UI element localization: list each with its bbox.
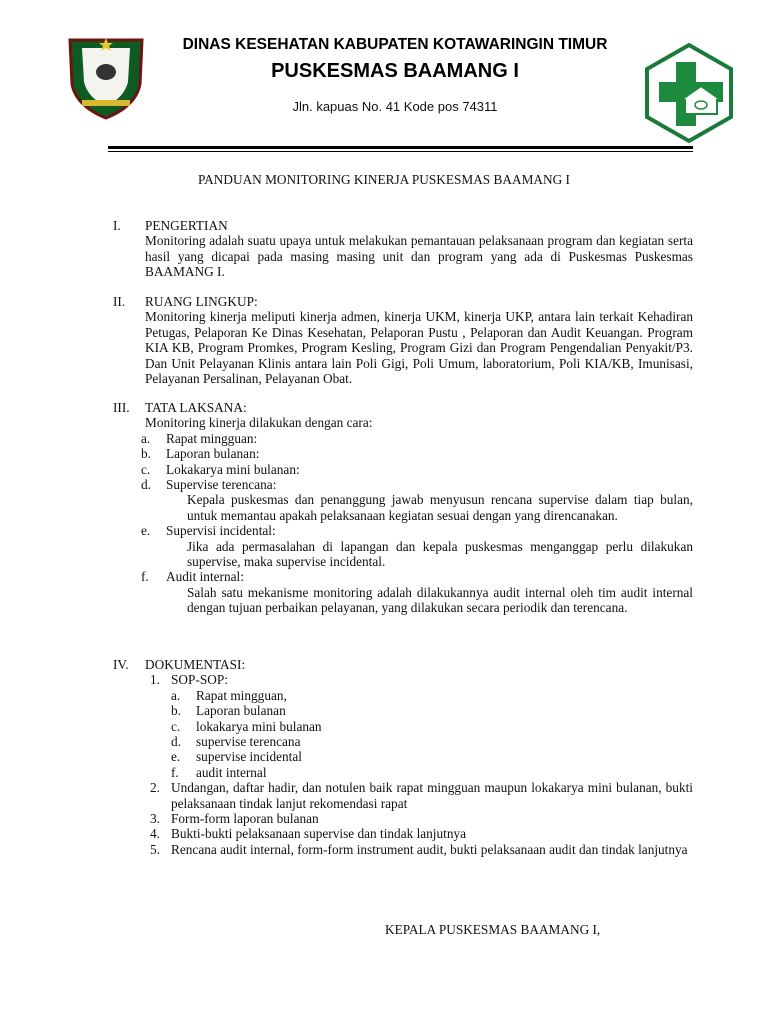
list-marker: c. <box>171 718 181 734</box>
list-item <box>113 446 693 461</box>
list-item <box>113 523 693 569</box>
list-item-title: Rapat mingguan: <box>166 430 258 446</box>
list-item <box>150 811 693 827</box>
agency-name: DINAS KESEHATAN KABUPATEN KOTAWARINGIN TIMUR <box>182 36 608 53</box>
list-item-text: SOP-SOP: <box>171 672 228 688</box>
section-intro: Monitoring kinerja dilakukan dengan cara: <box>145 415 373 431</box>
section-number: III. <box>113 400 130 415</box>
list-marker: f. <box>171 764 179 780</box>
list-item <box>150 841 693 857</box>
list-item-text: Form-form laporan bulanan <box>171 811 319 827</box>
sop-item-text: supervise incidental <box>196 749 302 765</box>
sop-item-text: Rapat mingguan, <box>196 687 287 703</box>
section-number: IV. <box>113 657 129 672</box>
list-item-text: Undangan, daftar hadir, dan notulen baik rapat mingguan maupun lokakarya mini bulanan, bukti pelaksanaan tindak lanjut rekomendasi rapat <box>171 780 693 811</box>
list-item-title: Laporan bulanan: <box>166 446 260 462</box>
list-item-title: Audit internal: <box>166 569 244 585</box>
list-item <box>150 780 693 811</box>
list-item-text: Rencana audit internal, form-form instrument audit, bukti pelaksanaan audit dan tindak lanjutnya <box>171 841 688 857</box>
list-item <box>150 672 693 780</box>
list-marker: a. <box>141 430 151 446</box>
list-item-title: Supervise terencana: <box>166 477 277 493</box>
list-marker: 1. <box>150 672 160 688</box>
sop-item-text: audit internal <box>196 764 267 780</box>
list-marker: c. <box>141 461 151 477</box>
list-marker: 4. <box>150 826 160 842</box>
puskesmas-logo <box>643 42 735 144</box>
section-text: Monitoring adalah suatu upaya untuk melakukan pemantauan pelaksanaan program dan kegiatan serta hasil yang dicapai pada masing masing unit dan program yang ada di Puskesmas Puskesmas BAAMANG I. <box>145 233 693 280</box>
list-marker: 3. <box>150 811 160 827</box>
list-item <box>113 569 693 615</box>
header-rule-thick <box>108 146 693 149</box>
header-rule-thin <box>108 151 693 152</box>
section-ruang-lingkup <box>113 294 693 386</box>
list-marker: d. <box>141 477 151 493</box>
list-item-text: Bukti-bukti pelaksanaan supervise dan tindak lanjutnya <box>171 826 467 842</box>
section-pengertian <box>113 218 693 280</box>
sop-item <box>158 703 693 718</box>
regency-logo <box>66 34 146 120</box>
puskesmas-name: PUSKESMAS BAAMANG I <box>271 60 519 82</box>
sop-item <box>158 719 693 734</box>
sop-item <box>158 688 693 703</box>
list-marker: d. <box>171 734 181 750</box>
section-number: I. <box>113 218 121 233</box>
sop-item-text: supervise terencana <box>196 734 301 750</box>
list-marker: 5. <box>150 841 160 857</box>
list-item <box>113 462 693 477</box>
document-title: PANDUAN MONITORING KINERJA PUSKESMAS BAAMANG I <box>198 172 570 187</box>
section-heading: PENGERTIAN <box>145 218 228 233</box>
list-item-title: Supervisi incidental: <box>166 523 276 539</box>
section-heading: RUANG LINGKUP: <box>145 294 258 309</box>
sop-item-text: lokakarya mini bulanan <box>196 718 322 734</box>
list-item <box>113 477 693 523</box>
list-item-description: Jika ada permasalahan di lapangan dan kepala puskesmas menganggap perlu dilakukan supervise, maka supervise incidental. <box>187 538 693 570</box>
list-marker: e. <box>171 749 181 765</box>
section-dokumentasi <box>113 657 693 857</box>
sop-item-text: Laporan bulanan <box>196 703 286 719</box>
list-marker: f. <box>141 569 149 585</box>
list-item-title: Lokakarya mini bulanan: <box>166 461 300 477</box>
section-tata-laksana <box>113 400 693 616</box>
section-text: Monitoring kinerja meliputi kinerja admen, kinerja UKM, kinerja UKP, antara lain terkait Kehadiran Petugas, Pelaporan Ke Dinas Kesehatan, Pelaporan Pustu , Pelaporan dan Audit Keuangan. Program KIA KB, Program Promkes, Program Kesling, Program Gizi dan Program Pengendalian Penyakit/P3. Dan Unit Pelayanan Klinis antara lain Poli Gigi, Poli Umum, laboratorium, Poli KIA/KB, Imunisasi, Pelayanan Persalinan, Pelayanan Obat. <box>145 309 693 387</box>
list-item-description: Kepala puskesmas dan penanggung jawab menyusun rencana supervise dalam tiap bulan, untuk memantau apakah pelaksanaan kegiatan sesuai dengan yang direncanakan. <box>187 492 693 523</box>
sop-item <box>158 765 693 780</box>
list-item <box>113 431 693 446</box>
section-heading: TATA LAKSANA: <box>145 400 247 415</box>
list-item <box>150 826 693 842</box>
list-item-description: Salah satu mekanisme monitoring adalah dilakukannya audit internal oleh tim audit internal dengan tujuan perbaikan pelayanan, yang dilakukan secara periodik dan terencana. <box>187 584 693 616</box>
signature-title: KEPALA PUSKESMAS BAAMANG I, <box>385 922 601 937</box>
list-marker: b. <box>171 703 181 719</box>
list-marker: 2. <box>150 780 160 796</box>
sop-item <box>158 734 693 749</box>
section-heading: DOKUMENTASI: <box>145 657 246 672</box>
sop-item <box>158 749 693 764</box>
list-marker: a. <box>171 687 181 703</box>
address: Jln. kapuas No. 41 Kode pos 74311 <box>292 99 498 114</box>
list-marker: b. <box>141 446 151 462</box>
list-marker: e. <box>141 523 151 539</box>
section-number: II. <box>113 294 126 309</box>
